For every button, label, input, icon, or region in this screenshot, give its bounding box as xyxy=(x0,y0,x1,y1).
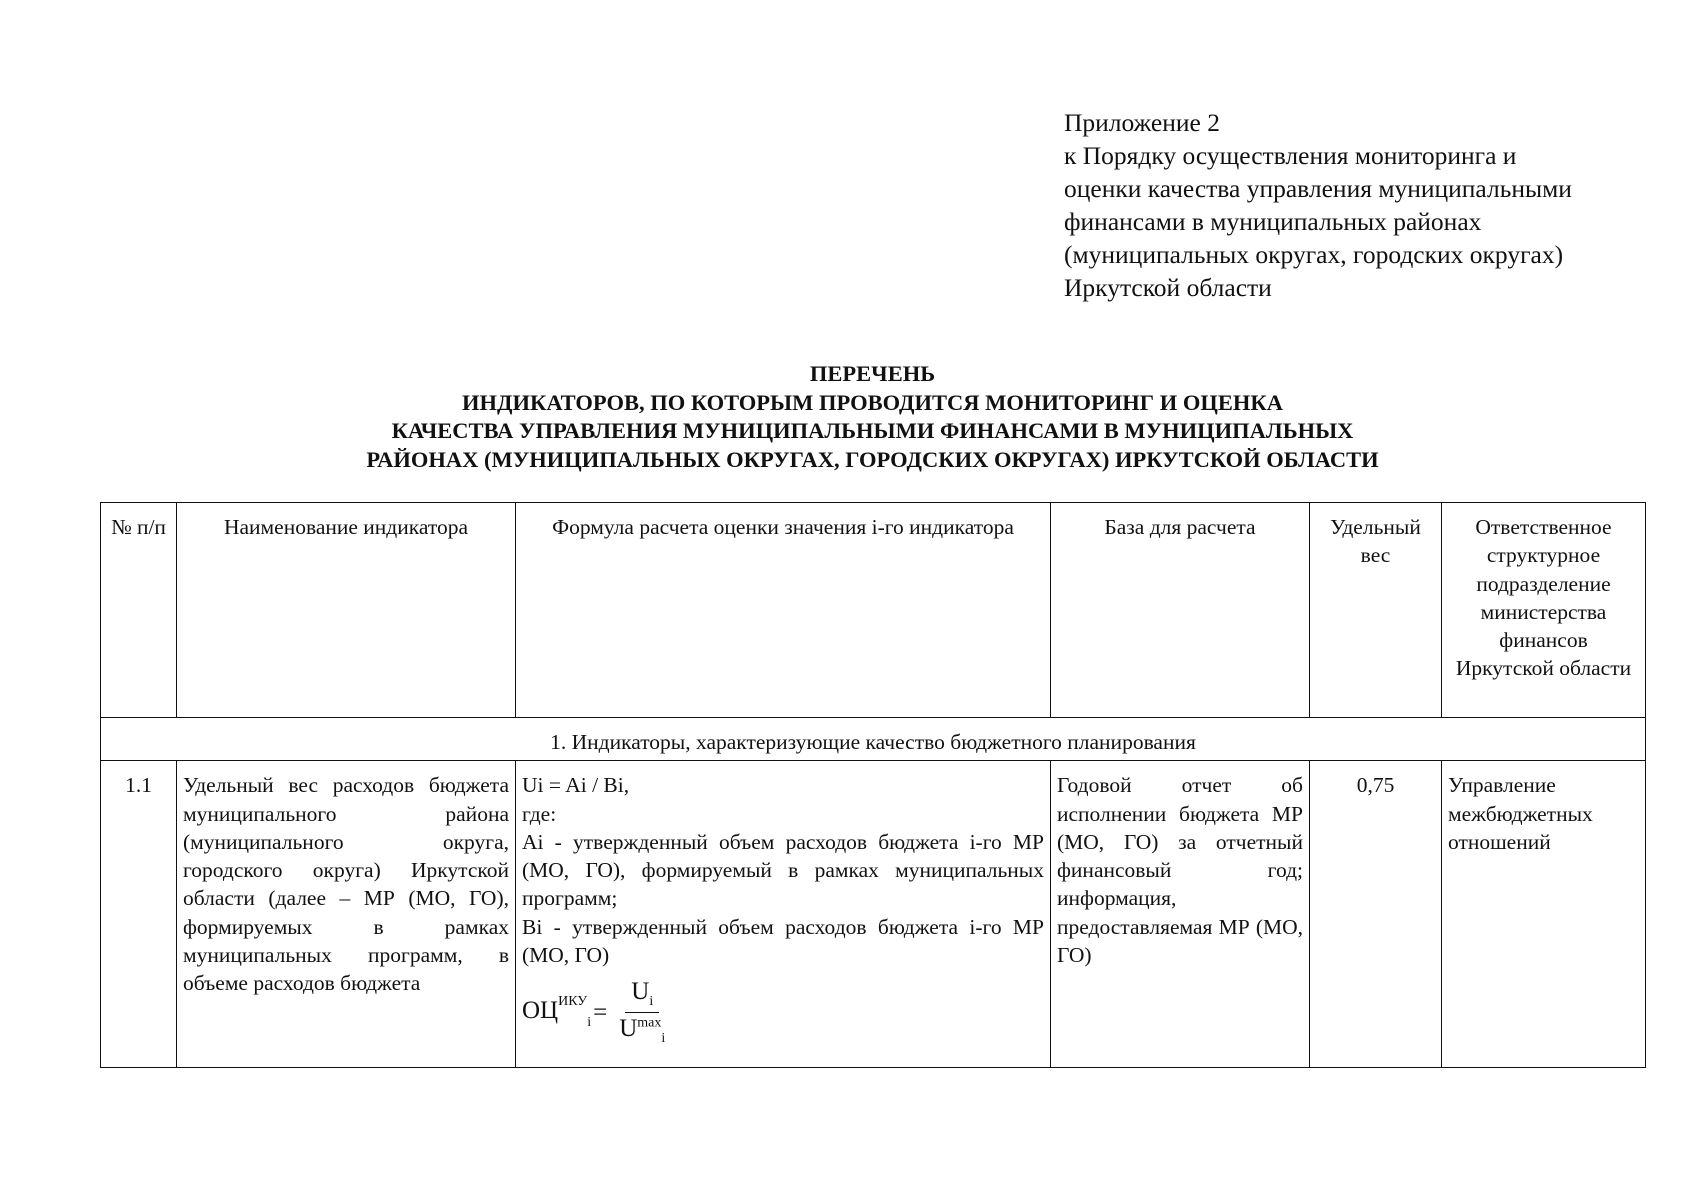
numerator-sub: i xyxy=(649,994,654,1010)
denominator-base: U xyxy=(619,1015,638,1043)
formula-line: Ai - утвержденный объем расходов бюджета i-го МР (МО, ГО), формируемый в рамках муниципальных программ; xyxy=(522,829,1044,911)
title-line: РАЙОНАХ (МУНИЦИПАЛЬНЫХ ОКРУГАХ, ГОРОДСКИХ ОКРУГАХ) ИРКУТСКОЙ ОБЛАСТИ xyxy=(366,446,1379,472)
formula-lhs-sub: i xyxy=(587,1014,592,1030)
cell-weight: 0,75 xyxy=(1310,761,1442,1068)
formula-equals: = xyxy=(593,999,608,1027)
formula-lhs-sup: ИКУ xyxy=(558,993,588,1009)
table-header-row xyxy=(101,503,1646,718)
denominator-sup: max xyxy=(637,1016,662,1032)
cell-base: Годовой отчет об исполнении бюджета МР (МО, ГО) за отчетный финансовый год; информация, предоставляемая МР (МО, ГО) xyxy=(1051,761,1310,1068)
title-line: ПЕРЕЧЕНЬ xyxy=(809,361,936,386)
denominator-sub: i xyxy=(661,1031,666,1047)
indicators-table xyxy=(100,502,1646,1068)
section-row xyxy=(101,718,1646,761)
header-base: База для расчета xyxy=(1051,503,1310,718)
title-line: ИНДИКАТОРОВ, ПО КОТОРЫМ ПРОВОДИТСЯ МОНИТОРИНГ И ОЦЕНКА xyxy=(462,389,1283,415)
cell-num: 1.1 xyxy=(101,761,177,1068)
formula-lhs xyxy=(522,993,592,1030)
header-responsible: Ответственное структурное подразделение министерства финансов Иркутской области xyxy=(1442,503,1646,718)
table-row xyxy=(101,761,1646,1068)
header-weight: Удельный вес xyxy=(1310,503,1442,718)
appendix-line: Приложение 2 xyxy=(1064,108,1220,137)
header-num: № п/п xyxy=(101,503,177,718)
formula-line: Bi - утвержденный объем расходов бюджета i-го МР (МО, ГО) xyxy=(522,914,1044,968)
formula-lhs-base: ОЦ xyxy=(522,996,559,1024)
formula-fraction xyxy=(613,979,671,1046)
formula-line: Ui = Ai / Bi, xyxy=(522,773,630,798)
header-name: Наименование индикатора xyxy=(177,503,516,718)
cell-formula xyxy=(516,761,1051,1068)
appendix-line: Иркутской области xyxy=(1064,273,1272,302)
score-formula xyxy=(522,979,1044,1046)
appendix-line: финансами в муниципальных районах xyxy=(1064,207,1482,236)
cell-name: Удельный вес расходов бюджета муниципального района (муниципального округа, городского округа) Иркутской области (далее – МР (МО, ГО), формируемых в рамках муниципальных программ, в объеме расходов бюджета xyxy=(177,761,516,1068)
appendix-line: к Порядку осуществления мониторинга и xyxy=(1064,141,1517,170)
formula-line: где: xyxy=(522,801,557,826)
title-line: КАЧЕСТВА УПРАВЛЕНИЯ МУНИЦИПАЛЬНЫМИ ФИНАНСАМИ В МУНИЦИПАЛЬНЫХ xyxy=(391,418,1354,443)
formula-numerator xyxy=(625,979,659,1013)
numerator-base: U xyxy=(631,978,650,1006)
section-title: 1. Индикаторы, характеризующие качество бюджетного планирования xyxy=(101,718,1646,761)
appendix-line: оценки качества управления муниципальными xyxy=(1064,174,1572,203)
header-formula: Формула расчета оценки значения i-го индикатора xyxy=(516,503,1051,718)
appendix-header xyxy=(1064,106,1572,304)
appendix-line: (муниципальных округах, городских округах) xyxy=(1064,240,1564,269)
document-title xyxy=(100,360,1645,474)
cell-responsible: Управление межбюджетных отношений xyxy=(1442,761,1646,1068)
formula-denominator xyxy=(613,1013,671,1046)
